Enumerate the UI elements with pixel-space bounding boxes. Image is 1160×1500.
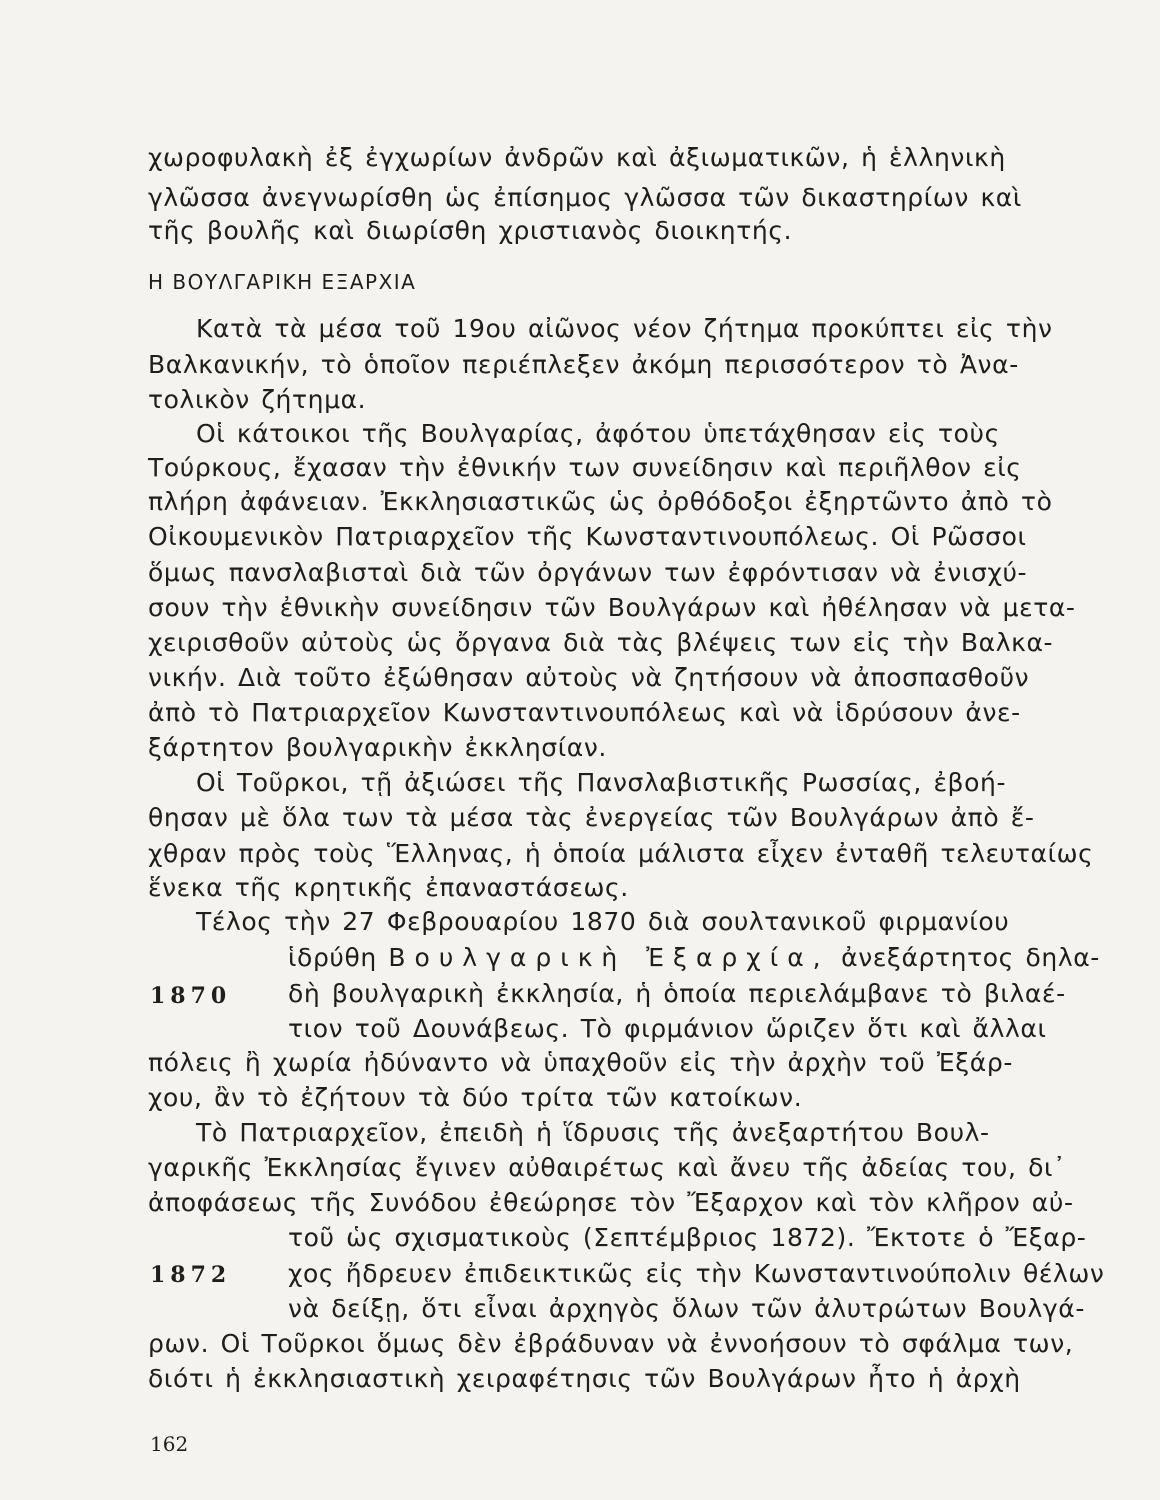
text-line: ξάρτητον βουλγαρικὴν ἐκκλησίαν. xyxy=(148,733,607,762)
emphasized-term: Βουλγαρικὴ Ἐξαρχία, xyxy=(388,943,830,972)
text-fragment: ἱδρύθη xyxy=(288,943,377,972)
text-line: ἕνεκα τῆς κρητικῆς ἐπαναστάσεως. xyxy=(148,873,629,902)
text-line: Κατὰ τὰ μέσα τοῦ 19ου αἰῶνος νέον ζήτημα προκύπτει εἰς τὴν xyxy=(196,314,1053,343)
text-line: ὅμως πανσλαβισταὶ διὰ τῶν ὀργάνων των ἐφρόντισαν νὰ ἐνισχύ- xyxy=(148,558,1028,587)
text-line: ἀποφάσεως τῆς Συνόδου ἐθεώρησε τὸν Ἔξαρχον καὶ τὸν κλῆρον αὐ- xyxy=(148,1188,1074,1217)
text-line: Τούρκους, ἔχασαν τὴν ἐθνικήν των συνείδησιν καὶ περιῆλθον εἰς xyxy=(148,453,1022,482)
text-line: Τέλος τὴν 27 Φεβρουαρίου 1870 διὰ σουλτανικοῦ φιρμανίου xyxy=(196,907,1010,936)
text-line: χειρισθοῦν αὐτοὺς ὡς ὄργανα διὰ τὰς βλέψεις των εἰς τὴν Βαλκα- xyxy=(148,628,1054,657)
text-line: τιον τοῦ Δουνάβεως. Τὸ φιρμάνιον ὥριζεν ὅτι καὶ ἄλλαι xyxy=(288,1014,1047,1043)
text-line: Οἰκουμενικὸν Πατριαρχεῖον τῆς Κωνσταντινουπόλεως. Οἱ Ρῶσσοι xyxy=(148,522,1027,551)
text-line: χος ἤδρευεν ἐπιδεικτικῶς εἰς τὴν Κωνσταντινούπολιν θέλων xyxy=(288,1259,1105,1288)
section-heading: Η ΒΟΥΛΓΑΡΙΚΗ ΕΞΑΡΧΙΑ xyxy=(148,270,417,294)
text-line: χου, ἂν τὸ ἐζήτουν τὰ δύο τρίτα τῶν κατοίκων. xyxy=(148,1083,803,1112)
text-line: ἀπὸ τὸ Πατριαρχεῖον Κωνσταντινουπόλεως καὶ νὰ ἱδρύσουν ἀνε- xyxy=(148,698,1021,727)
text-line: δὴ βουλγαρικὴ ἐκκλησία, ἡ ὁποία περιελάμβανε τὸ βιλαέ- xyxy=(288,979,1066,1008)
page-number: 162 xyxy=(150,1432,189,1456)
text-line: ρων. Οἱ Τοῦρκοι ὅμως δὲν ἐβράδυναν νὰ ἐννοήσουν τὸ σφάλμα των, xyxy=(148,1329,1074,1358)
text-line: Βαλκανικήν, τὸ ὁποῖον περιέπλεξεν ἀκόμη περισσότερον τὸ Ἀνα- xyxy=(148,350,1019,379)
text-line: χωροφυλακὴ ἐξ ἐγχωρίων ἀνδρῶν καὶ ἀξιωματικῶν, ἡ ἑλληνικὴ xyxy=(148,143,1006,172)
text-line: διότι ἡ ἐκκλησιαστικὴ χειραφέτησις τῶν Βουλγάρων ἦτο ἡ ἀρχὴ xyxy=(148,1364,1021,1393)
text-line: Οἱ κάτοικοι τῆς Βουλγαρίας, ἀφότου ὑπετάχθησαν εἰς τοὺς xyxy=(196,419,1000,448)
text-line: τολικὸν ζήτημα. xyxy=(148,385,367,414)
text-line: πλήρη ἀφάνειαν. Ἐκκλησιαστικῶς ὡς ὀρθόδοξοι ἐξηρτῶντο ἀπὸ τὸ xyxy=(148,487,1053,516)
text-line: τῆς βουλῆς καὶ διωρίσθη χριστιανὸς διοικητής. xyxy=(148,216,793,245)
text-line: τοῦ ὡς σχισματικοὺς (Σεπτέμβριος 1872). Ἔκτοτε ὁ Ἔξαρ- xyxy=(288,1223,1087,1252)
text-line: γαρικῆς Ἐκκλησίας ἔγινεν αὐθαιρέτως καὶ ἄνευ τῆς ἀδείας του, δι᾿ xyxy=(148,1153,1067,1182)
text-line: χθραν πρὸς τοὺς Ἕλληνας, ἡ ὁποία μάλιστα εἶχεν ἐνταθῆ τελευταίως xyxy=(148,839,1094,868)
text-line: γλῶσσα ἀνεγνωρίσθη ὡς ἐπίσημος γλῶσσα τῶν δικαστηρίων καὶ xyxy=(148,183,1022,212)
text-line: θησαν μὲ ὅλα των τὰ μέσα τὰς ἐνεργείας τῶν Βουλγάρων ἀπὸ ἔ- xyxy=(148,803,1035,832)
text-line: Οἱ Τοῦρκοι, τῇ ἀξιώσει τῆς Πανσλαβιστικῆς Ρωσσίας, ἐβοή- xyxy=(196,768,1007,797)
text-line: νὰ δείξῃ, ὅτι εἶναι ἀρχηγὸς ὅλων τῶν ἀλυτρώτων Βουλγά- xyxy=(288,1294,1085,1323)
text-line xyxy=(288,942,1100,974)
margin-year: 1870 xyxy=(150,983,232,1009)
text-fragment: ἀνεξάρτητος δηλα- xyxy=(841,943,1100,972)
margin-year: 1872 xyxy=(150,1262,232,1288)
text-line: σουν τὴν ἐθνικὴν συνείδησιν τῶν Βουλγάρων καὶ ἠθέλησαν νὰ μετα- xyxy=(148,593,1076,622)
text-line: πόλεις ἢ χωρία ἠδύναντο νὰ ὑπαχθοῦν εἰς τὴν ἀρχὴν τοῦ Ἐξάρ- xyxy=(148,1048,1013,1077)
text-line: νικήν. Διὰ τοῦτο ἐξώθησαν αὐτοὺς νὰ ζητήσουν νὰ ἀποσπασθοῦν xyxy=(148,663,1030,692)
text-line: Τὸ Πατριαρχεῖον, ἐπειδὴ ἡ ἵδρυσις τῆς ἀνεξαρτήτου Βουλ- xyxy=(196,1118,990,1147)
